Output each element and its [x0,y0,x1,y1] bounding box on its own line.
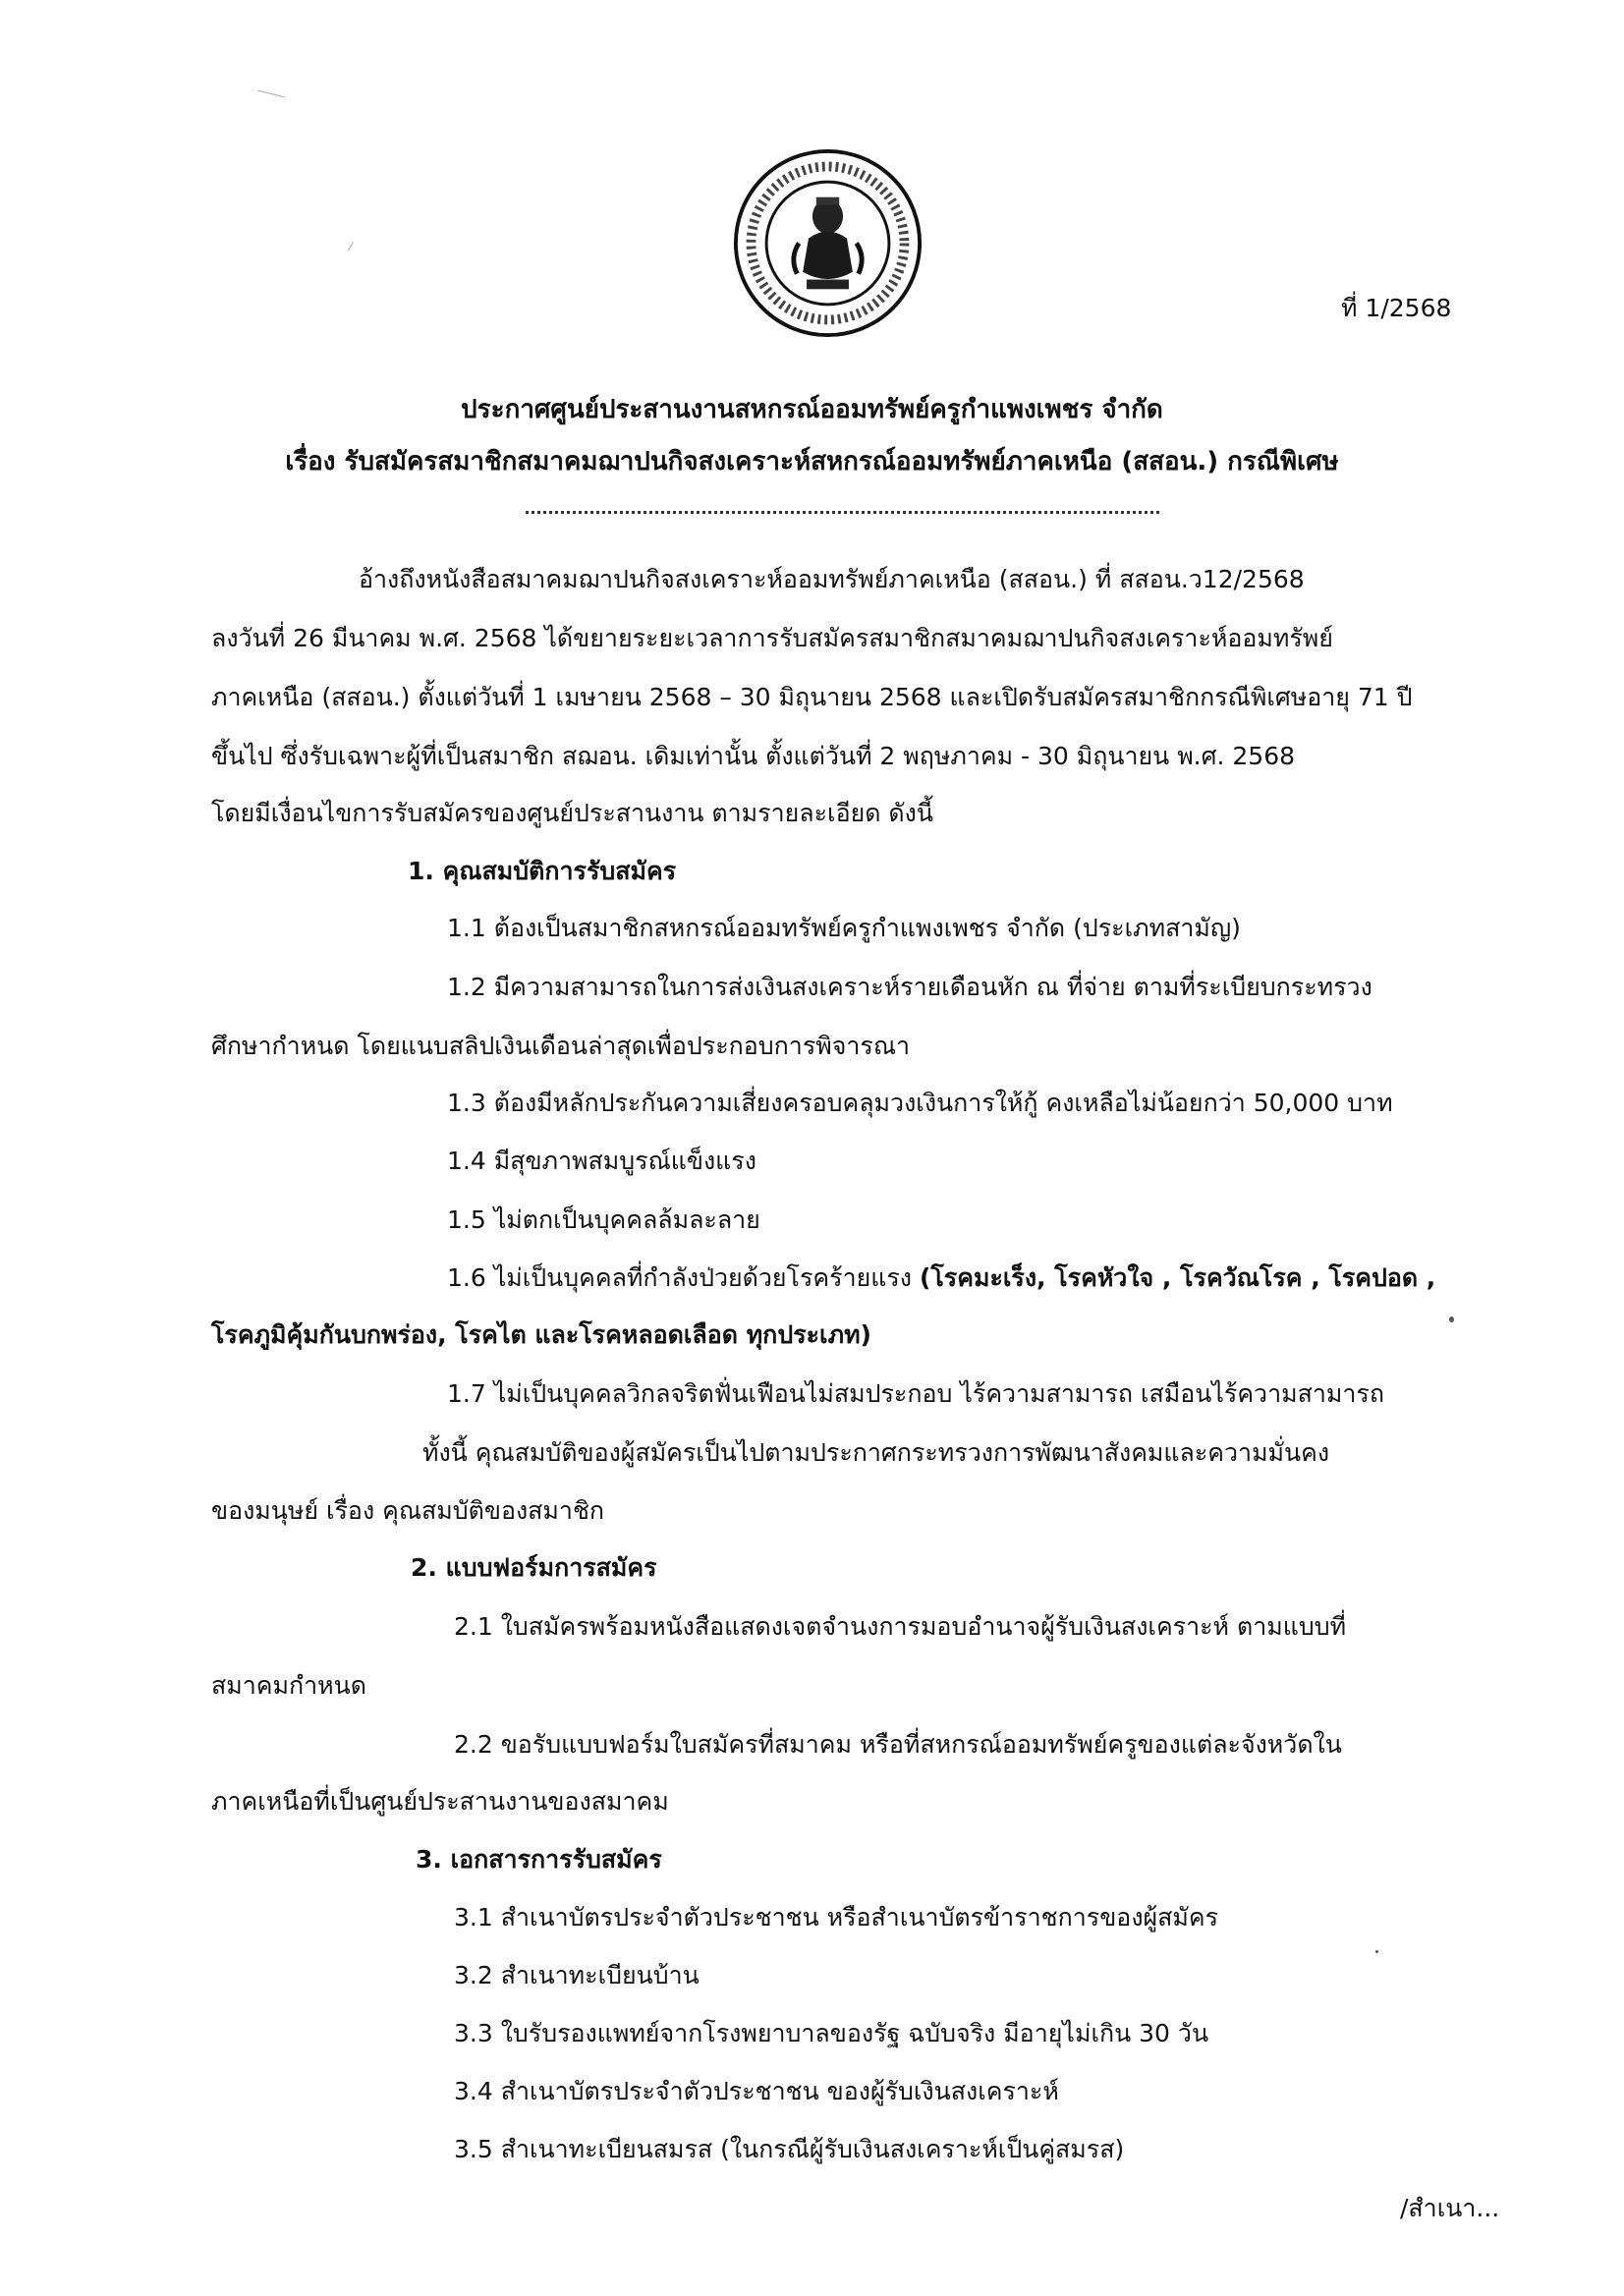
section-3-heading: 3. เอกสารการรับสมัคร [416,1845,662,1874]
item-2-1: 2.1 ใบสมัครพร้อมหนังสือแสดงเจตจำนงการมอบอำนาจผู้รับเงินสงเคราะห์ ตามแบบที่ [454,1612,1347,1641]
item-1-2-cont: ศึกษากำหนด โดยแนบสลิปเงินเดือนล่าสุดเพื่อประกอบการพิจารณา [211,1032,911,1060]
dotted-divider [526,511,1159,514]
item-3-5: 3.5 สำเนาทะเบียนสมรส (ในกรณีผู้รับเงินสงเคราะห์เป็นคู่สมรส) [454,2135,1125,2163]
section-1-note: ทั้งนี้ คุณสมบัติของผู้สมัครเป็นไปตามประกาศกระทรวงการพัฒนาสังคมและความมั่นคง [422,1438,1330,1467]
intro-line-2: ลงวันที่ 26 มีนาคม พ.ศ. 2568 ได้ขยายระยะเวลาการรับสมัครสมาชิกสมาคมฌาปนกิจสงเคราะห์ออมทรัพย์ [211,624,1333,652]
scan-speck [1375,1950,1378,1953]
item-1-4: 1.4 มีสุขภาพสมบูรณ์แข็งแรง [447,1147,756,1175]
item-1-2: 1.2 มีความสามารถในการส่งเงินสงเคราะห์รายเดือนหัก ณ ที่จ่าย ตามที่ระเบียบกระทรวง [447,973,1372,1001]
section-1-note-cont: ของมนุษย์ เรื่อง คุณสมบัติของสมาชิก [211,1496,605,1525]
item-1-6-cont: โรคภูมิคุ้มกันบกพร่อง, โรคไต และโรคหลอดเลือด ทุกประเภท) [211,1320,871,1349]
scan-speck [1449,1316,1454,1322]
item-1-3: 1.3 ต้องมีหลักประกันความเสี่ยงครอบคลุมวงเงินการให้กู้ คงเหลือไม่น้อยกว่า 50,000 บาท [447,1089,1393,1117]
scan-scratch [257,90,284,98]
item-3-1: 3.1 สำเนาบัตรประจำตัวประชาชน หรือสำเนาบัตรข้าราชการของผู้สมัคร [454,1903,1219,1932]
item-2-2: 2.2 ขอรับแบบฟอร์มใบสมัครที่สมาคม หรือที่สหกรณ์ออมทรัพย์ครูของแต่ละจังหวัดใน [454,1730,1342,1759]
page-continuation: /สำเนา... [1400,2194,1500,2222]
item-3-4: 3.4 สำเนาบัตรประจำตัวประชาชน ของผู้รับเงินสงเคราะห์ [454,2077,1059,2105]
document-number: ที่ 1/2568 [1341,294,1452,322]
section-1-heading: 1. คุณสมบัติการรับสมัคร [408,857,677,885]
intro-line-3: ภาคเหนือ (สสอน.) ตั้งแต่วันที่ 1 เมษายน 2568 – 30 มิถุนายน 2568 และเปิดรับสมัครสมาชิกกรณีพิเศษอายุ 71 ปี [211,683,1413,711]
announcement-title: ประกาศศูนย์ประสานงานสหกรณ์ออมทรัพย์ครูกำแพงเพชร จำกัด [461,395,1163,424]
item-3-2: 3.2 สำเนาทะเบียนบ้าน [454,1961,700,1989]
scan-scratch [348,242,354,251]
item-1-6-diseases: (โรคมะเร็ง, โรคหัวใจ , โรควัณโรค , โรคปอด , [919,1263,1436,1292]
intro-line-1: อ้างถึงหนังสือสมาคมฌาปนกิจสงเคราะห์ออมทรัพย์ภาคเหนือ (สสอน.) ที่ สสอน.ว12/2568 [359,565,1305,593]
item-1-5: 1.5 ไม่ตกเป็นบุคคลล้มละลาย [447,1205,760,1234]
organization-seal [732,147,924,339]
item-1-7: 1.7 ไม่เป็นบุคคลวิกลจริตฟั่นเฟือนไม่สมประกอบ ไร้ความสามารถ เสมือนไร้ความสามารถ [447,1379,1384,1408]
intro-line-5: โดยมีเงื่อนไขการรับสมัครของศูนย์ประสานงาน ตามรายละเอียด ดังนี้ [211,799,933,827]
item-1-6-text: 1.6 ไม่เป็นบุคคลที่กำลังป่วยด้วยโรคร้ายแรง [447,1263,920,1292]
intro-line-4: ขึ้นไป ซึ่งรับเฉพาะผู้ที่เป็นสมาชิก สฌอน. เดิมเท่านั้น ตั้งแต่วันที่ 2 พฤษภาคม - 30 มิถุนายน พ.ศ. 2568 [211,742,1296,770]
section-2-heading: 2. แบบฟอร์มการสมัคร [411,1553,657,1582]
announcement-subject: เรื่อง รับสมัครสมาชิกสมาคมฌาปนกิจสงเคราะห์สหกรณ์ออมทรัพย์ภาคเหนือ (สสอน.) กรณีพิเศษ [285,447,1339,476]
item-1-1: 1.1 ต้องเป็นสมาชิกสหกรณ์ออมทรัพย์ครูกำแพงเพชร จำกัด (ประเภทสามัญ) [447,914,1241,942]
item-2-2-cont: ภาคเหนือที่เป็นศูนย์ประสานงานของสมาคม [211,1787,669,1816]
item-1-6 [447,1259,1435,1298]
item-2-1-cont: สมาคมกำหนด [211,1671,366,1700]
item-3-3: 3.3 ใบรับรองแพทย์จากโรงพยาบาลของรัฐ ฉบับจริง มีอายุไม่เกิน 30 วัน [454,2019,1209,2047]
